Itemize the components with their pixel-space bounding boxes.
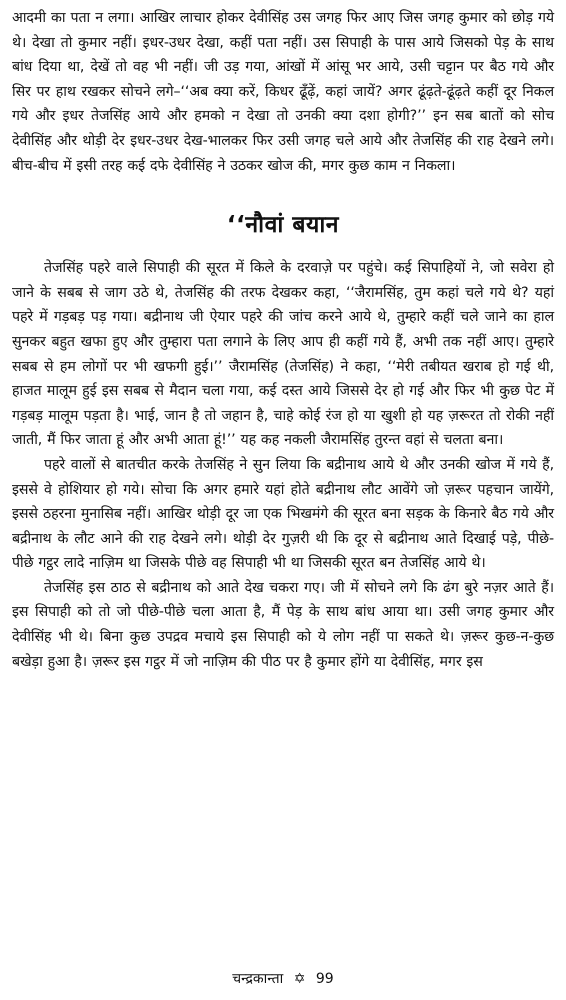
- paragraph-intro: आदमी का पता न लगा। आखिर लाचार होकर देवीसिंह उस जगह फिर आए जिस जगह कुमार को छोड़ गये थे। देखा तो कुमार नहीं। इधर-उधर देखा, कहीं पता नहीं। उस सिपाही के पास आये जिसको पेड़ के साथ बांध दिया था, देखें तो वह भी नहीं। जी उड़ गया, आंखों में आंसू भर आये, उसी चट्टान पर बैठ गये और सिर पर हाथ रखकर सोचने लगे–‘‘अब क्या करें, किधर ढूँढ़ें, कहां जायें? अगर ढूंढ़ते-ढूंढ़ते कहीं दूर निकल गये और इधर तेजसिंह आये और हमको न देखा तो उनकी क्या दशा होगी?’’ इन सब बातों को सोच देवीसिंह और थोड़ी देर इधर-उधर देख-भालकर फिर उसी जगह चले आये और तेजसिंह की राह देखने लगे। बीच-बीच में इसी तरह कई दफे देवीसिंह ने उठकर खोज की, मगर कुछ काम न निकला।: [12, 10, 554, 174]
- footer-book-title: चन्द्रकान्ता: [232, 971, 284, 987]
- paragraph-3: तेजसिंह इस ठाठ से बद्रीनाथ को आते देख चकरा गए। जी में सोचने लगे कि ढंग बुरे नज़र आते हैं। इस सिपाही को तो जो पीछे-पीछे चला आता है, मैं पेड़ के साथ बांध आया था। उसी जगह कुमार और देवीसिंह भी थे। बिना कुछ उपद्रव मचाये इस सिपाही को ये लोग नहीं पा सकते थे। ज़रूर कुछ-न-कुछ बखेड़ा हुआ है। ज़रूर इस गट्ठर में जो नाज़िम की पीठ पर है कुमार होंगे या देवीसिंह, मगर इस: [12, 579, 554, 670]
- paragraph-2: पहरे वालों से बातचीत करके तेजसिंह ने सुन लिया कि बद्रीनाथ आये थे और उनकी खोज में गये हैं, इससे वे होशियार हो गये। सोचा कि अगर हमारे यहां होते बद्रीनाथ लौट आवेंगे जो ज़रूर पहचान जायेंगे, इससे ठहरना मुनासिब नहीं। आखिर थोड़ी दूर जा एक भिखमंगे की सूरत बना सड़क के किनारे बैठ गये और बद्रीनाथ के लौट आने की राह देखने लगे। थोड़ी देर गुज़री थी कि दूर से बद्रीनाथ आते दिखाई पड़े, पीछे-पीछे गट्ठर लादे नाज़िम था जिसके पीछे वह सिपाही भी था जिसकी सूरत बन तेजसिंह आये थे।: [12, 456, 554, 572]
- page-number: 99: [315, 971, 334, 987]
- paragraph-1: तेजसिंह पहरे वाले सिपाही की सूरत में किले के दरवाज़े पर पहुंचे। कई सिपाहियों ने, जो सवेरा हो जाने के सबब से जाग उठे थे, तेजसिंह की तरफ देखकर कहा, ‘‘जैरामसिंह, तुम कहां चले गये थे? यहां पहरे में गड़बड़ पड़ गया। बद्रीनाथ जी ऐयार पहरे की जांच करने आये थे, तुम्हारे कहीं चले जाने का हाल सुनकर बहुत खफा हुए और तुम्हारा पता लगाने के लिए आप ही कहीं गये हैं, अभी तक नहीं आए। तुम्हारे सबब से हम लोगों पर भी खफगी हुई।’’ जैरामसिंह (तेजसिंह) ने कहा, ‘‘मेरी तबीयत खराब हो गई थी, हाजत मालूम हुई इस सबब से मैदान चला गया, कई दस्त आये जिससे देर हो गई और फिर भी कुछ पेट में गड़बड़ मालूम पड़ता है। भाई, जान है तो जहान है, चाहे कोई रंज हो या खुशी हो यह ज़रूरत तो रोकी नहीं जाती, मैं फिर जाता हूं और अभी आता हूं!’’ यह कह नकली जैरामसिंह तुरन्त वहां से चलता बना।: [12, 260, 554, 449]
- page-footer: [0, 968, 566, 990]
- chapter-heading: ‘‘नौवां बयान: [226, 212, 340, 239]
- star-of-david-icon: ✡: [293, 971, 306, 987]
